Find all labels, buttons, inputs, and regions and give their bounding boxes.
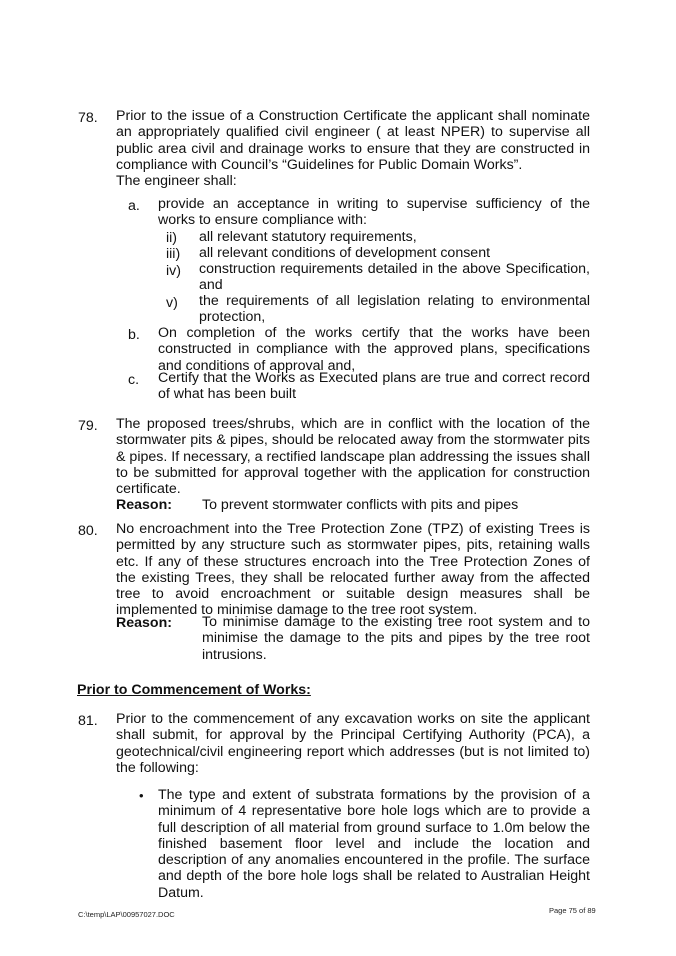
- item-78-a-label: a.: [128, 198, 140, 214]
- item-78-b-label: b.: [128, 327, 140, 343]
- item-78-c-text: Certify that the Works as Executed plans are true and correct record of what has been built: [158, 370, 590, 403]
- item-80-reason-text: To minimise damage to the existing tree root system and to minimise the damage to the pits and pipes by the tree root intrusions.: [202, 614, 590, 663]
- item-78-engineer-shall: The engineer shall:: [116, 173, 237, 189]
- item-78-a-iii-label: iii): [166, 246, 181, 262]
- item-79-number: 79.: [78, 418, 98, 434]
- bullet-icon: •: [139, 788, 144, 803]
- item-78-number: 78.: [78, 110, 98, 126]
- item-80-text: No encroachment into the Tree Protection Zone (TPZ) of existing Trees is permitted by any structure such as stormwater pipes, pits, retaining walls etc. If any of these structures encroach into the Tree Protection Zones of the existing Trees, they shall be relocated further away from the affected tree to avoid encroachment or suitable design measures shall be implemented to minimise damage to the tree root system.: [116, 521, 590, 619]
- item-78-a-ii-text: all relevant statutory requirements,: [199, 229, 417, 245]
- item-80-reason-label: Reason:: [116, 615, 172, 631]
- item-78-a-iv-label: iv): [166, 263, 181, 279]
- item-79-text: The proposed trees/shrubs, which are in conflict with the location of the stormwater pits & pipes, should be relocated away from the stormwater pits & pipes. If necessary, a rectified landscape plan addressing the issues shall to be submitted for approval together with the application for construction certificate.: [116, 416, 590, 498]
- item-78-a-ii-label: ii): [166, 230, 178, 246]
- item-78-a-iii-text: all relevant conditions of development consent: [199, 245, 491, 261]
- item-81-text: Prior to the commencement of any excavation works on site the applicant shall submit, for approval by the Principal Certifying Authority (PCA), a geotechnical/civil engineering report which addresses (but is not limited to) the following:: [116, 711, 590, 776]
- item-78-c-label: c.: [128, 372, 140, 388]
- footer-page-number: Page 75 of 89: [549, 906, 596, 915]
- item-78-a-iv-text: construction requirements detailed in the above Specification, and: [199, 261, 590, 294]
- item-78-b-text: On completion of the works certify that the works have been constructed in compliance with the approved plans, specifications and conditions of approval and,: [158, 325, 590, 374]
- item-80-number: 80.: [78, 523, 98, 539]
- item-79-reason-label: Reason:: [116, 497, 172, 513]
- item-78-a-v-label: v): [166, 295, 178, 311]
- item-78-a-text: provide an acceptance in writing to supervise sufficiency of the works to ensure compliance with:: [158, 196, 590, 229]
- section-heading: Prior to Commencement of Works:: [77, 682, 311, 698]
- item-79-reason-text: To prevent stormwater conflicts with pits and pipes: [202, 497, 519, 513]
- item-81-bullet-text: The type and extent of substrata formations by the provision of a minimum of 4 representative bore hole logs which are to provide a full description of all material from ground surface to 1.0m below the finished basement floor level and include the location and description of any anomalies encountered in the profile. The surface and depth of the bore hole logs shall be related to Australian Height Datum.: [158, 787, 590, 901]
- footer-file-path: C:\temp\LAP\00957027.DOC: [78, 910, 175, 919]
- item-78-text: Prior to the issue of a Construction Certificate the applicant shall nominate an appropriately qualified civil engineer ( at least NPER) to supervise all public area civil and drainage works to ensure that they are constructed in compliance with Council’s “Guidelines for Public Domain Works”.: [116, 108, 590, 173]
- item-81-number: 81.: [78, 713, 98, 729]
- item-78-a-v-text: the requirements of all legislation relating to environmental protection,: [199, 293, 590, 326]
